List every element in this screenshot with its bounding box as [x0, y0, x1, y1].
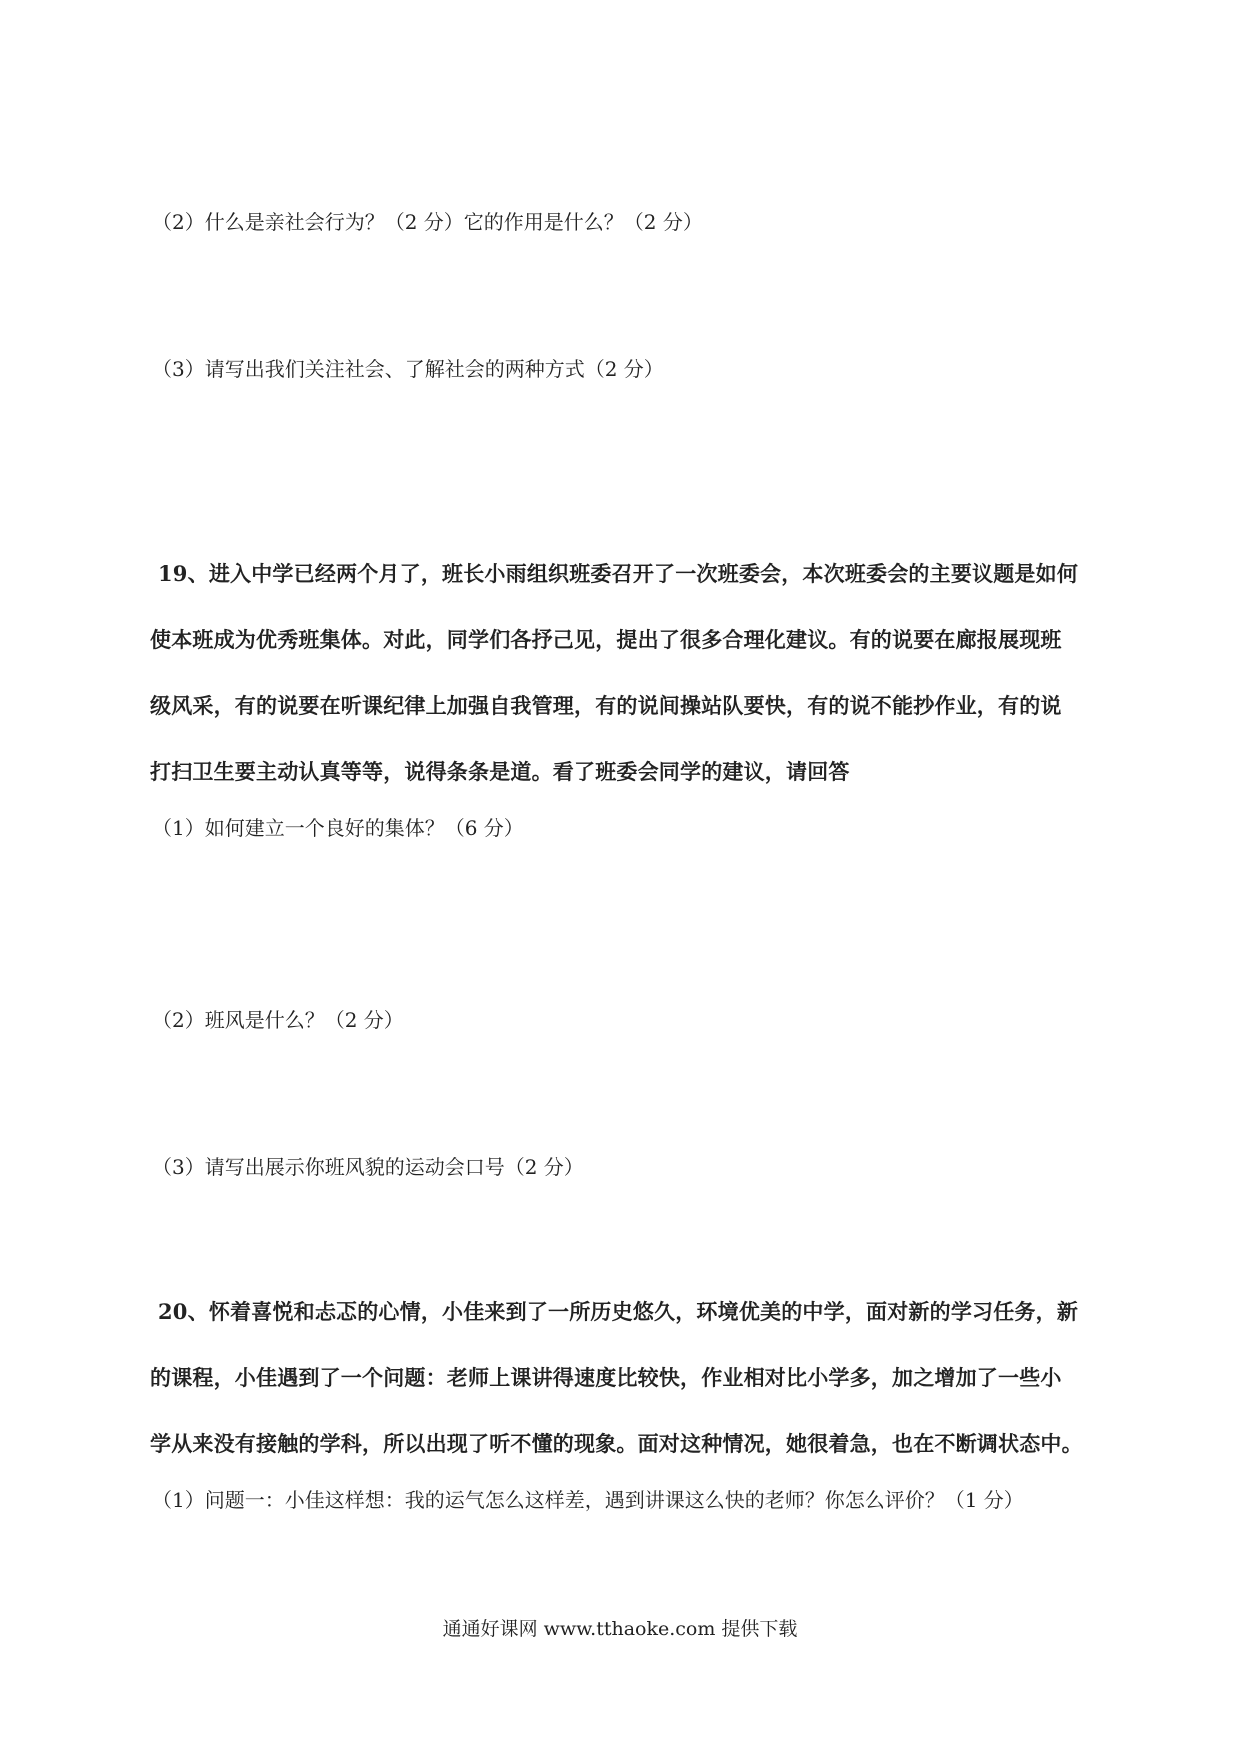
paragraph-line: 级风采，有的说要在听课纪律上加强自我管理，有的说间操站队要快，有的说不能抄作业，有的说: [150, 693, 1062, 718]
paragraph-line: 使本班成为优秀班集体。对此，同学们各抒己见，提出了很多合理化建议。有的说要在廊报展现班: [150, 627, 1062, 652]
question-19-part-3: （3）请写出展示你班风貌的运动会口号（2 分）: [152, 1155, 584, 1179]
question-20-paragraph: [150, 1298, 1110, 1496]
question-19-part-2: （2）班风是什么？（2 分）: [152, 1008, 404, 1032]
paragraph-line: 学从来没有接触的学科，所以出现了听不懂的现象。面对这种情况，她很着急，也在不断调状态中。: [150, 1431, 1083, 1456]
question-20-part-1: （1）问题一：小佳这样想：我的运气怎么这样差，遇到讲课这么快的老师？你怎么评价？（1 分）: [152, 1488, 1024, 1512]
question-18-part-2: （2）什么是亲社会行为？（2 分）它的作用是什么？（2 分）: [152, 210, 703, 234]
paragraph-line: 19、进入中学已经两个月了，班长小雨组织班委召开了一次班委会，本次班委会的主要议题是如何: [158, 561, 1079, 586]
question-18-part-3: （3）请写出我们关注社会、了解社会的两种方式（2 分）: [152, 357, 664, 381]
paragraph-line: 打扫卫生要主动认真等等，说得条条是道。看了班委会同学的建议，请回答: [150, 759, 850, 784]
paragraph-line: 的课程，小佳遇到了一个问题：老师上课讲得速度比较快，作业相对比小学多，加之增加了一些小: [150, 1365, 1062, 1390]
paragraph-line: 20、怀着喜悦和忐忑的心情，小佳来到了一所历史悠久，环境优美的中学，面对新的学习任务，新: [158, 1299, 1079, 1324]
question-19-paragraph: [150, 560, 1110, 824]
question-19-part-1: （1）如何建立一个良好的集体？（6 分）: [152, 816, 524, 840]
page-footer: 通通好课网 www.tthaoke.com 提供下载: [442, 1618, 798, 1640]
